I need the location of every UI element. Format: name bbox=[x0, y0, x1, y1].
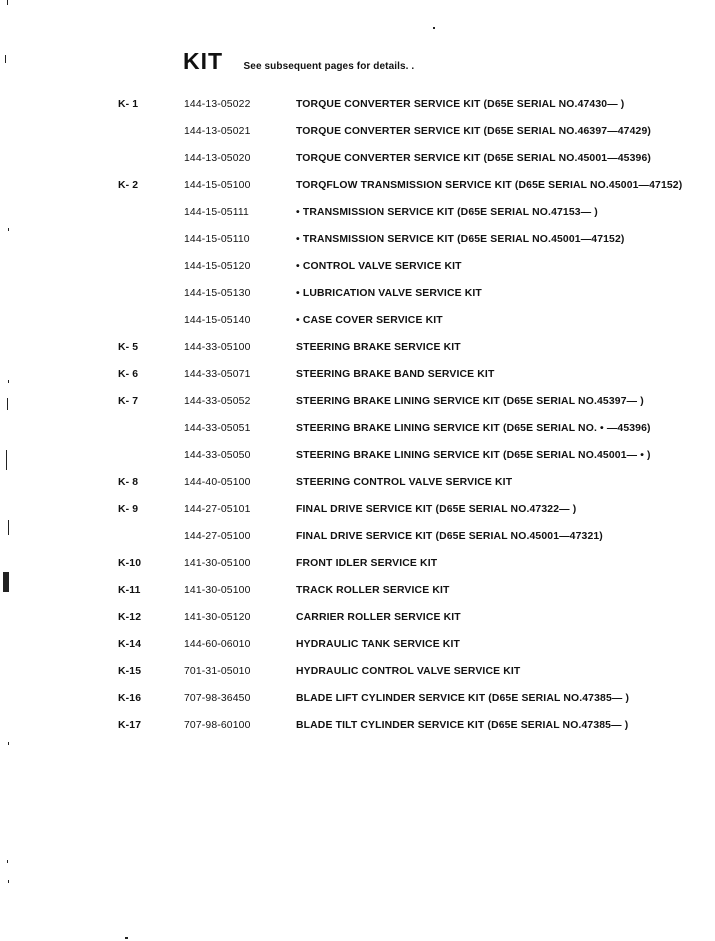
kit-description: • LUBRICATION VALVE SERVICE KIT bbox=[296, 288, 482, 299]
kit-number: K- 5 bbox=[118, 342, 139, 353]
kit-number: K- 7 bbox=[118, 396, 139, 407]
list-item bbox=[0, 313, 715, 340]
part-number: 144-15-05110 bbox=[184, 234, 250, 245]
part-number: 707-98-36450 bbox=[184, 693, 251, 704]
list-item bbox=[0, 286, 715, 313]
list-item bbox=[0, 367, 715, 394]
scan-speck bbox=[5, 55, 6, 63]
kit-description: STEERING BRAKE LINING SERVICE KIT (D65E SERIAL NO.45397— ) bbox=[296, 396, 644, 407]
kit-number: K- 1 bbox=[118, 99, 139, 110]
part-number: 144-27-05101 bbox=[184, 504, 251, 515]
kit-description: CARRIER ROLLER SERVICE KIT bbox=[296, 612, 461, 623]
header-note: See subsequent pages for details. . bbox=[243, 61, 415, 72]
kit-description: TRACK ROLLER SERVICE KIT bbox=[296, 585, 450, 596]
part-number: 144-60-06010 bbox=[184, 639, 251, 650]
kit-description: TORQUE CONVERTER SERVICE KIT (D65E SERIAL NO.47430— ) bbox=[296, 99, 625, 110]
scan-speck bbox=[7, 860, 8, 863]
scan-speck bbox=[8, 880, 9, 883]
part-number: 144-15-05100 bbox=[184, 180, 251, 191]
part-number: 144-15-05111 bbox=[184, 207, 249, 218]
kit-description: • TRANSMISSION SERVICE KIT (D65E SERIAL NO.45001—47152) bbox=[296, 234, 625, 245]
scan-speck bbox=[433, 27, 435, 29]
kit-description: • CONTROL VALVE SERVICE KIT bbox=[296, 261, 462, 272]
list-item bbox=[0, 556, 715, 583]
list-item bbox=[0, 664, 715, 691]
kit-description: • TRANSMISSION SERVICE KIT (D65E SERIAL NO.47153— ) bbox=[296, 207, 598, 218]
list-item bbox=[0, 637, 715, 664]
kit-description: FINAL DRIVE SERVICE KIT (D65E SERIAL NO.47322— ) bbox=[296, 504, 577, 515]
kit-description: STEERING BRAKE BAND SERVICE KIT bbox=[296, 369, 495, 380]
kit-list bbox=[0, 97, 715, 745]
list-item bbox=[0, 583, 715, 610]
list-item bbox=[0, 178, 715, 205]
part-number: 141-30-05120 bbox=[184, 612, 251, 623]
part-number: 144-33-05100 bbox=[184, 342, 251, 353]
kit-description: TORQFLOW TRANSMISSION SERVICE KIT (D65E SERIAL NO.45001—47152) bbox=[296, 180, 683, 191]
kit-description: FRONT IDLER SERVICE KIT bbox=[296, 558, 438, 569]
list-item bbox=[0, 151, 715, 178]
part-number: 144-15-05130 bbox=[184, 288, 251, 299]
scan-speck bbox=[125, 937, 128, 939]
list-item bbox=[0, 259, 715, 286]
part-number: 144-27-05100 bbox=[184, 531, 251, 542]
list-item bbox=[0, 421, 715, 448]
kit-description: HYDRAULIC TANK SERVICE KIT bbox=[296, 639, 460, 650]
part-number: 141-30-05100 bbox=[184, 585, 251, 596]
scan-speck bbox=[7, 0, 8, 5]
kit-description: STEERING CONTROL VALVE SERVICE KIT bbox=[296, 477, 513, 488]
part-number: 141-30-05100 bbox=[184, 558, 251, 569]
list-item bbox=[0, 97, 715, 124]
kit-number: K-11 bbox=[118, 585, 141, 596]
part-number: 144-15-05120 bbox=[184, 261, 251, 272]
part-number: 144-13-05021 bbox=[184, 126, 251, 137]
kit-description: HYDRAULIC CONTROL VALVE SERVICE KIT bbox=[296, 666, 521, 677]
part-number: 144-15-05140 bbox=[184, 315, 251, 326]
kit-description: STEERING BRAKE LINING SERVICE KIT (D65E SERIAL NO.45001— • ) bbox=[296, 450, 651, 461]
kit-description: STEERING BRAKE SERVICE KIT bbox=[296, 342, 461, 353]
part-number: 144-13-05022 bbox=[184, 99, 251, 110]
list-item bbox=[0, 394, 715, 421]
list-item bbox=[0, 448, 715, 475]
page-header bbox=[183, 48, 414, 75]
kit-number: K- 9 bbox=[118, 504, 139, 515]
kit-number: K-16 bbox=[118, 693, 142, 704]
kit-number: K- 8 bbox=[118, 477, 139, 488]
kit-description: STEERING BRAKE LINING SERVICE KIT (D65E SERIAL NO. • —45396) bbox=[296, 423, 651, 434]
kit-description: FINAL DRIVE SERVICE KIT (D65E SERIAL NO.45001—47321) bbox=[296, 531, 603, 542]
kit-number: K-15 bbox=[118, 666, 142, 677]
kit-description: BLADE TILT CYLINDER SERVICE KIT (D65E SERIAL NO.47385— ) bbox=[296, 720, 629, 731]
part-number: 144-33-05050 bbox=[184, 450, 251, 461]
part-number: 144-13-05020 bbox=[184, 153, 251, 164]
kit-description: TORQUE CONVERTER SERVICE KIT (D65E SERIAL NO.46397—47429) bbox=[296, 126, 652, 137]
list-item bbox=[0, 610, 715, 637]
kit-description: BLADE LIFT CYLINDER SERVICE KIT (D65E SERIAL NO.47385— ) bbox=[296, 693, 630, 704]
part-number: 707-98-60100 bbox=[184, 720, 251, 731]
page-title: KIT bbox=[183, 48, 224, 74]
part-number: 144-33-05071 bbox=[184, 369, 251, 380]
list-item bbox=[0, 529, 715, 556]
kit-number: K-12 bbox=[118, 612, 142, 623]
kit-number: K-10 bbox=[118, 558, 142, 569]
kit-number: K-14 bbox=[118, 639, 142, 650]
part-number: 144-40-05100 bbox=[184, 477, 251, 488]
list-item bbox=[0, 124, 715, 151]
list-item bbox=[0, 718, 715, 745]
list-item bbox=[0, 340, 715, 367]
list-item bbox=[0, 205, 715, 232]
part-number: 144-33-05051 bbox=[184, 423, 251, 434]
kit-number: K- 2 bbox=[118, 180, 139, 191]
kit-description: TORQUE CONVERTER SERVICE KIT (D65E SERIAL NO.45001—45396) bbox=[296, 153, 652, 164]
kit-number: K- 6 bbox=[118, 369, 139, 380]
list-item bbox=[0, 691, 715, 718]
kit-description: • CASE COVER SERVICE KIT bbox=[296, 315, 443, 326]
list-item bbox=[0, 232, 715, 259]
part-number: 701-31-05010 bbox=[184, 666, 251, 677]
part-number: 144-33-05052 bbox=[184, 396, 251, 407]
list-item bbox=[0, 475, 715, 502]
list-item bbox=[0, 502, 715, 529]
kit-number: K-17 bbox=[118, 720, 142, 731]
